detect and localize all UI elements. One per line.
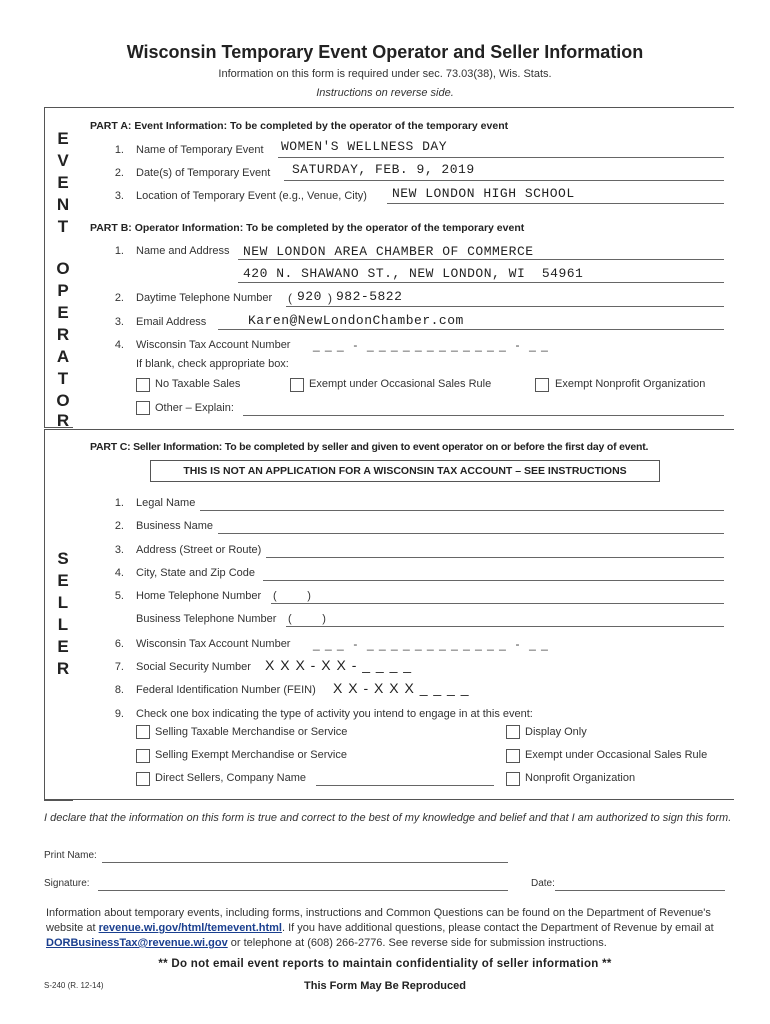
part-c-heading: PART C: Seller Information: To be completed by seller and given to event operator on or before the first day of event. [90, 441, 649, 453]
item-number: 2. [114, 292, 124, 304]
selling-taxable-label: Selling Taxable Merchandise or Service [155, 726, 348, 738]
event-date-label: Date(s) of Temporary Event [136, 167, 271, 179]
phone-area-code-field[interactable]: 920 [297, 289, 322, 304]
operator-letter-1: O [56, 259, 70, 278]
operator-letter-3: E [57, 303, 69, 322]
other-explain-label: Other – Explain: [155, 402, 234, 414]
email-field[interactable]: Karen@NewLondonChamber.com [248, 313, 464, 328]
not-application-notice: THIS IS NOT AN APPLICATION FOR A WISCONSIN TAX ACCOUNT – SEE INSTRUCTIONS [150, 460, 660, 482]
item-number: 9. [114, 708, 124, 720]
event-name-line [278, 157, 724, 158]
selling-exempt-label: Selling Exempt Merchandise or Service [155, 749, 347, 761]
daytime-phone-label: Daytime Telephone Number [136, 292, 273, 304]
operator-letter-7: O [56, 391, 70, 410]
operator-name-line [238, 259, 724, 260]
item-number: 3. [114, 190, 124, 202]
date-label: Date: [531, 878, 555, 889]
part-c-divider [72, 429, 734, 430]
operator-letter-6: T [57, 369, 69, 388]
info-paragraph [46, 906, 732, 951]
city-state-zip-label: City, State and Zip Code [136, 567, 256, 579]
form-title: Wisconsin Temporary Event Operator and Seller Information [126, 42, 644, 62]
item-number: 2. [114, 520, 124, 532]
operator-address-line [238, 282, 724, 283]
signature-field[interactable] [98, 890, 508, 891]
ssn-field[interactable]: X X X - X X - _ _ _ _ [265, 657, 413, 673]
city-state-zip-field[interactable] [263, 580, 724, 581]
operator-letter-2: P [57, 281, 69, 300]
phone-close-paren: ) [328, 291, 332, 305]
phone-open-paren: ( [288, 291, 292, 305]
info-text-1: Information about temporary events, including forms, instructions and Common Questions can be found on the Department of Revenue's website at [46, 907, 711, 934]
direct-sellers-label: Direct Sellers, Company Name [155, 772, 306, 784]
seller-letter-3: L [57, 593, 69, 612]
print-name-field[interactable] [102, 862, 508, 863]
display-only-label: Display Only [525, 726, 587, 738]
item-number: 5. [114, 590, 124, 602]
legal-name-label: Legal Name [136, 497, 196, 509]
business-phone-parens: ( ) [288, 613, 326, 625]
operator-name-field[interactable]: NEW LONDON AREA CHAMBER OF COMMERCE [243, 244, 534, 259]
operator-letter-4: R [56, 325, 70, 344]
exempt-nonprofit-label: Exempt Nonprofit Organization [555, 378, 706, 390]
email-label: Email Address [136, 316, 207, 328]
operator-name-label: Name and Address [136, 245, 230, 257]
seller-letter-4: L [57, 615, 69, 634]
top-divider [44, 107, 734, 108]
no-taxable-sales-checkbox[interactable] [136, 378, 150, 392]
tax-account-label: Wisconsin Tax Account Number [136, 339, 291, 351]
item-number: 2. [114, 167, 124, 179]
home-phone-field[interactable] [271, 603, 724, 604]
info-text-3: or telephone at (608) 266-2776. See reverse side for submission instructions. [227, 937, 607, 949]
item-number: 1. [114, 144, 124, 156]
item-number: 6. [114, 638, 124, 650]
item-number: 7. [114, 661, 124, 673]
confidentiality-warning: ** Do not email event reports to maintain confidentiality of seller information ** [158, 958, 612, 970]
event-name-label: Name of Temporary Event [136, 144, 264, 156]
exempt-occasional-label: Exempt under Occasional Sales Rule [309, 378, 492, 390]
info-text-2: . If you have additional questions, please contact the Department of Revenue by email at [281, 922, 714, 934]
event-date-line [284, 180, 724, 181]
item-number: 4. [114, 339, 124, 351]
exempt-occasional-seller-checkbox[interactable] [506, 749, 520, 763]
signature-label: Signature: [44, 878, 90, 889]
no-taxable-sales-label: No Taxable Sales [155, 378, 241, 390]
bottom-divider [44, 799, 734, 800]
fein-label: Federal Identification Number (FEIN) [136, 684, 316, 696]
display-only-checkbox[interactable] [506, 725, 520, 739]
event-letter-3: E [57, 173, 69, 192]
company-name-field[interactable] [316, 785, 494, 786]
home-phone-parens: ( ) [273, 590, 311, 602]
seller-letter-6: R [56, 659, 70, 678]
exempt-occasional-checkbox[interactable] [290, 378, 304, 392]
operator-letter-8: R [56, 411, 70, 430]
selling-taxable-checkbox[interactable] [136, 725, 150, 739]
item-number: 1. [114, 245, 124, 257]
instructions-note: Instructions on reverse side. [316, 87, 454, 99]
event-date-field[interactable]: SATURDAY, FEB. 9, 2019 [292, 162, 475, 177]
activity-label: Check one box indicating the type of activity you intend to engage in at this event: [136, 708, 533, 720]
nonprofit-label: Nonprofit Organization [525, 772, 636, 784]
item-number: 3. [114, 316, 124, 328]
date-field[interactable] [555, 890, 725, 891]
operator-letter-5: A [56, 347, 70, 366]
part-b-heading: PART B: Operator Information: To be completed by the operator of the temporary event [90, 222, 525, 234]
item-number: 1. [114, 497, 124, 509]
seller-tax-account-label: Wisconsin Tax Account Number [136, 638, 291, 650]
part-a-heading: PART A: Event Information: To be completed by the operator of the temporary event [90, 120, 509, 132]
event-letter-4: N [56, 195, 70, 214]
business-name-label: Business Name [136, 520, 214, 532]
event-letter-2: V [57, 151, 69, 170]
exempt-nonprofit-checkbox[interactable] [535, 378, 549, 392]
event-letter-1: E [57, 129, 69, 148]
legal-name-field[interactable] [200, 510, 724, 511]
tax-blank-note: If blank, check appropriate box: [136, 358, 289, 370]
item-number: 8. [114, 684, 124, 696]
event-location-field[interactable]: NEW LONDON HIGH SCHOOL [392, 186, 575, 201]
other-checkbox[interactable] [136, 401, 150, 415]
reproduce-note: This Form May Be Reproduced [304, 980, 466, 992]
direct-sellers-checkbox[interactable] [136, 772, 150, 786]
statute-note: Information on this form is required under sec. 73.03(38), Wis. Stats. [218, 68, 552, 80]
form-number: S-240 (R. 12-14) [44, 981, 104, 990]
operator-address-field[interactable]: 420 N. SHAWANO ST., NEW LONDON, WI 54961 [243, 266, 584, 281]
item-number: 4. [114, 567, 124, 579]
phone-number-field[interactable]: 982-5822 [336, 289, 403, 304]
fein-field[interactable]: X X - X X X _ _ _ _ [333, 680, 470, 696]
declaration-text: I declare that the information on this form is true and correct to the best of my knowledge and belief and that I am authorized to sign this form. [44, 812, 732, 824]
home-phone-label: Home Telephone Number [136, 590, 262, 602]
selling-exempt-checkbox[interactable] [136, 749, 150, 763]
exempt-occasional-seller-label: Exempt under Occasional Sales Rule [525, 749, 708, 761]
seller-letter-1: S [57, 549, 69, 568]
seller-tax-account-field[interactable]: _ _ _ - _ _ _ _ _ _ _ _ _ _ _ _ - _ _ [313, 637, 549, 651]
item-number: 3. [114, 544, 124, 556]
address-label: Address (Street or Route) [136, 544, 262, 556]
daytime-phone-line [286, 306, 724, 307]
business-name-field[interactable] [218, 533, 724, 534]
nonprofit-checkbox[interactable] [506, 772, 520, 786]
business-phone-label: Business Telephone Number [136, 613, 277, 625]
print-name-label: Print Name: [44, 850, 97, 861]
ssn-label: Social Security Number [136, 661, 251, 673]
email-link[interactable]: DORBusinessTax@revenue.wi.gov [46, 937, 228, 949]
seller-letter-2: E [57, 571, 69, 590]
address-field[interactable] [266, 557, 724, 558]
email-line [218, 329, 724, 330]
event-letter-5: T [57, 217, 69, 236]
event-name-field[interactable]: WOMEN'S WELLNESS DAY [281, 139, 448, 154]
business-phone-field[interactable] [286, 626, 724, 627]
seller-letter-5: E [57, 637, 69, 656]
temp-event-link[interactable]: revenue.wi.gov/html/temevent.html [98, 922, 282, 934]
event-location-label: Location of Temporary Event (e.g., Venue, City) [136, 190, 367, 202]
event-location-line [387, 203, 724, 204]
other-explain-field[interactable] [243, 415, 724, 416]
tax-account-field[interactable]: _ _ _ - _ _ _ _ _ _ _ _ _ _ _ _ - _ _ [313, 338, 549, 352]
